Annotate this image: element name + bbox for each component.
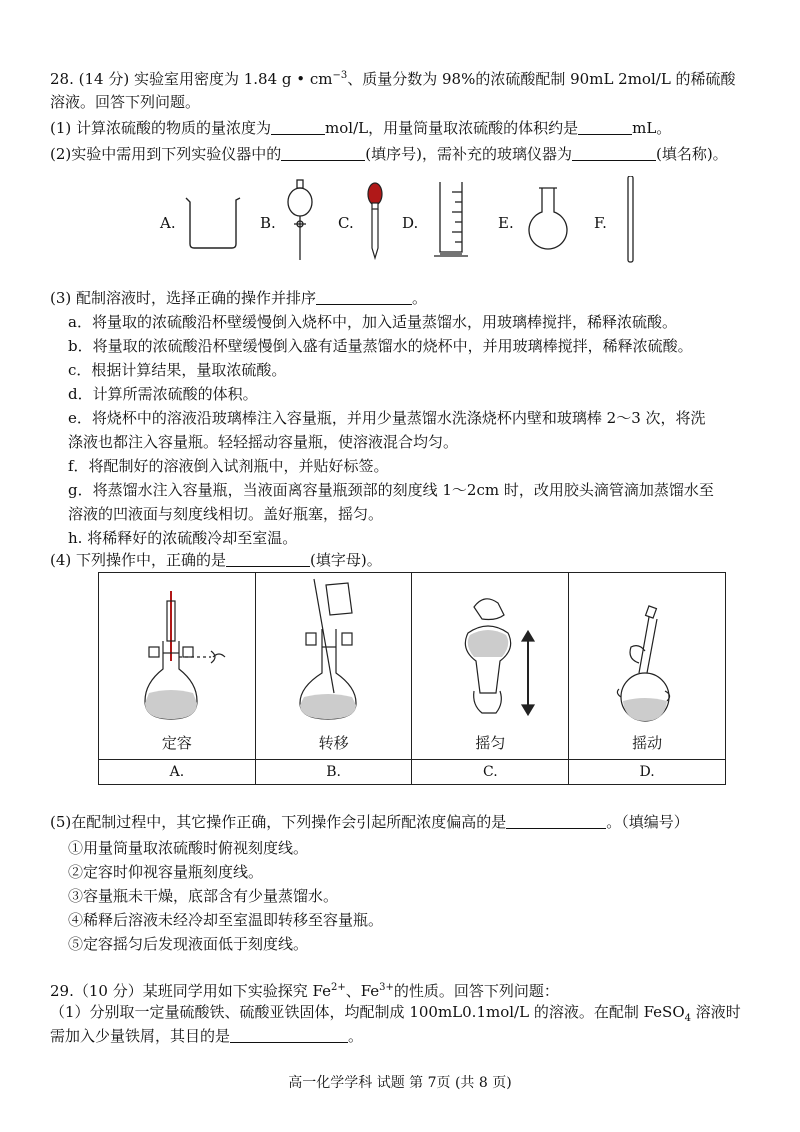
apparatus-label-c: C. [338,214,354,232]
step-b: b．将量取的浓硫酸沿杯壁缓慢倒入盛有适量蒸馏水的烧杯中，并用玻璃棒搅拌，稀释浓硫酸。 [68,337,693,355]
apparatus-label-e: E. [498,214,514,232]
round-flask-icon [529,188,567,249]
apparatus-label-b: B. [260,214,276,232]
op-b-drawing [256,573,412,733]
graduated-cylinder-icon [434,182,468,256]
op-letter-c: C. [412,760,569,785]
step-a: a．将量取的浓硫酸沿杯壁缓慢倒入烧杯中，加入适量蒸馏水，用玻璃棒搅拌，稀释浓硫酸。 [68,313,677,331]
option-3: ③容量瓶未干燥，底部含有少量蒸馏水。 [68,887,339,905]
glass-rod-icon [628,176,633,262]
q28-header-line2: 溶液。回答下列问题。 [50,93,201,111]
answer-blank[interactable] [316,288,412,305]
answer-blank[interactable] [271,118,325,135]
beaker-icon [186,198,240,248]
step-e-cont: 涤液也都注入容量瓶。轻轻摇动容量瓶，使溶液混合均匀。 [68,433,459,451]
op-d-drawing [569,573,725,733]
operations-table [98,572,726,785]
option-2: ②定容时仰视容量瓶刻度线。 [68,863,264,881]
q28-header: 28. (14 分) 实验室用密度为 1.84 g • $cm^{-3}$、质量分数为 98%的浓硫酸配制 90mL 2mol/L 的稀硫酸 [50,70,736,88]
option-4: ④稀释后溶液未经冷却至室温即转移至容量瓶。 [68,911,384,929]
op-caption-a: 定容 [161,734,192,752]
answer-blank[interactable] [281,144,365,161]
separatory-funnel-icon [288,180,312,260]
apparatus-label-d: D. [402,214,419,232]
answer-blank[interactable] [578,118,632,135]
q29-part1-line2: 需加入少量铁屑，其目的是 。 [50,1027,364,1045]
op-cell-d [569,573,726,760]
step-f: f．将配制好的溶液倒入试剂瓶中，并贴好标签。 [68,457,389,475]
op-cell-a [99,573,256,760]
apparatus-label-a: A. [160,214,176,232]
q29-part1: （1）分别取一定量硫酸铁、硫酸亚铁固体，均配制成 100mL0.1mol/L 的溶液。在配制 FeSO$_4$ 溶液时 [50,1003,741,1024]
step-c: c．根据计算结果，量取浓硫酸。 [68,361,287,379]
page-footer: 高一化学学科 试题 第 7页 (共 8 页) [288,1075,512,1091]
step-h: h. 将稀释好的浓硫酸冷却至室温。 [68,529,298,547]
op-c-drawing [412,573,568,733]
apparatus-drawings [0,176,800,266]
op-cell-b [255,573,412,760]
op-caption-d: 摇动 [632,734,663,752]
q28-part1: (1) 计算浓硫酸的物质的量浓度为 mol/L，用量筒量取浓硫酸的体积约是 mL。 [50,119,672,137]
q28-part3: (3) 配制溶液时，选择正确的操作并排序 。 [50,289,428,307]
op-caption-c: 摇匀 [475,734,506,752]
apparatus-label-f: F. [594,214,607,232]
step-g-cont: 溶液的凹液面与刻度线相切。盖好瓶塞，摇匀。 [68,505,384,523]
dropper-icon [368,183,382,258]
op-letter-d: D. [569,760,726,785]
option-5: ⑤定容摇匀后发现液面低于刻度线。 [68,935,309,953]
apparatus-row [0,176,800,266]
step-e: e．将烧杯中的溶液沿玻璃棒注入容量瓶，并用少量蒸馏水洗涤烧杯内壁和玻璃棒 2～3 次，将洗 [68,409,706,427]
answer-blank[interactable] [506,812,606,829]
step-d: d．计算所需浓硫酸的体积。 [68,385,258,403]
op-caption-b: 转移 [318,734,349,752]
op-cell-c [412,573,569,760]
q28-part2: (2)实验中需用到下列实验仪器中的 (填序号)，需补充的玻璃仪器为 (填名称)。 [50,145,728,163]
op-a-drawing [99,573,255,733]
op-letter-a: A. [99,760,256,785]
answer-blank[interactable] [226,550,310,567]
step-g: g．将蒸馏水注入容量瓶，当液面离容量瓶颈部的刻度线 1～2cm 时，改用胶头滴管滴加蒸馏水至 [68,481,714,499]
answer-blank[interactable] [572,144,656,161]
q29-header: 29.（10 分）某班同学用如下实验探究 $Fe^{2+}$、$Fe^{3+}$的性质。回答下列问题： [50,982,559,1000]
q28-part5: (5)在配制过程中，其它操作正确，下列操作会引起所配浓度偏高的是 。（填编号） [50,813,689,831]
option-1: ①用量筒量取浓硫酸时俯视刻度线。 [68,839,309,857]
q28-part4: (4) 下列操作中，正确的是 (填字母)。 [50,551,382,569]
op-letter-b: B. [255,760,412,785]
answer-blank[interactable] [230,1026,348,1043]
